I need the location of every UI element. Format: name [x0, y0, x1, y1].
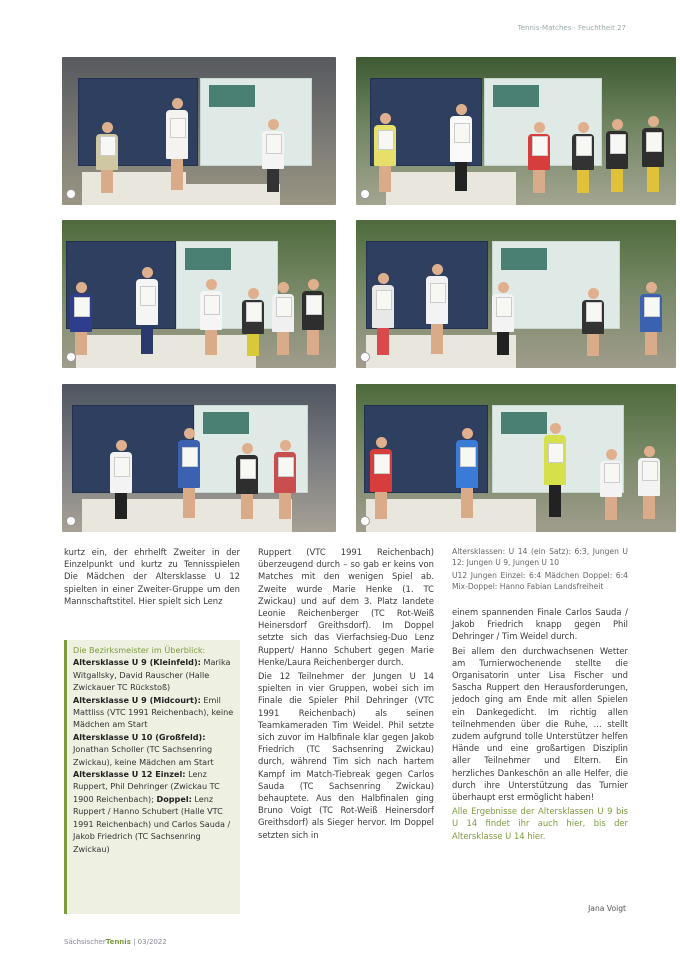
photo-6 [356, 384, 676, 532]
photo-1 [62, 57, 336, 205]
infobox-item: Altersklasse U 9 (Midcourt): Emil Mattliss (VTC 1991 Reichenbach), keine Mädchen am Start [73, 694, 234, 730]
infobox-item: Altersklasse U 9 (Kleinfeld): Marika Witgallsky, David Rauscher (Halle Zwickauer TC Rückstoß) [73, 657, 231, 693]
column-3 [452, 546, 628, 844]
photo-3 [62, 220, 336, 368]
col2-paragraph-2: Die 12 Teilnehmer der Jungen U 14 spielten in vier Gruppen, wobei sich im Finale die Spieler Phil Dehringer (VTC 1991 Reichenbach) als seinen Teamkameraden Tim Weidel. Phil setzte sich zuvor im Halbfinale klar gegen Jakob Friedrich (TC Sachsenring Zwickau) durch, während Tim sich nach hartem Kampf im Match-Tiebreak gegen Carlos Sauda (TC Sachsenring Zwickau) behauptete. Aus den Halbfinalen ging Bruno Voigt (TC Rot-Weiß Heinersdorf Greithsdorf) als Sieger hervor. Im Doppel setzten sich in [258, 671, 434, 840]
photo-4 [356, 220, 676, 368]
author-name: Jana Voigt [588, 904, 626, 913]
photo-5 [62, 384, 336, 532]
col3-paragraph-1: einem spannenden Finale Carlos Sauda / Jakob Friedrich knapp gegen Phil Dehringer / Tim Weidel durch. [452, 607, 628, 642]
score-summary-2: U12 Jungen Einzel: 6:4 Mädchen Doppel: 6:4 Mix-Doppel: Hanno Fabian Landsfreiheit [452, 571, 628, 591]
column-2 [258, 546, 434, 843]
col3-paragraph-2: Bei allem den durchwachsenen Wetter am Turnierwochenende stellte die Organisatorin unter Lisa Fischer und Sascha Ruppert den Herausforderungen, jedoch ging am Ende mit allen Spielen ein Dankegedicht. Im richtig allen teilnehmenden über die Ruhe, ... stellt zudem aufgrund tolle Unterstützer helfen Hände und eine großartigen Disziplin aller Teilnehmer und Eltern. Ein herzliches Dankeschön an alle Helfer, die durch ihre Unterstützung das Turnier überhaupt erst ermöglicht haben! [452, 645, 628, 803]
running-header: Tennis-Matches · Feuchtheit 27 [517, 24, 626, 32]
infobox-intro: Die Bezirksmeister im Überblick: [73, 645, 206, 655]
photo-2 [356, 57, 676, 205]
col2-paragraph-1: Ruppert (VTC 1991 Reichenbach) überzeugend durch – so gab er keins von Matches mit den wenigen Spiel ab. Zweite wurde Marie Henke (1. TC Zwickau) und auf dem 3. Platz landete Leonie Reichenberger (TC Rot-Weiß Heinersdorf Greithsdorf). Im Doppel setzte sich das Vierfachsieg-Duo Lenz Ruppert/ Hanno Schubert gegen Marie Henke/Laura Reichenberger durch. [258, 547, 434, 667]
infobox-item: Altersklasse U 12 Einzel: Lenz Ruppert, Phil Dehringer (Zwickau TC 1900 Reichenbach); Doppel: Lenz Ruppert / Hanno Schubert (Halle VTC 1991 Reichenbach) und Carlos Sauda / Jakob Friedrich (TC Sachsenring Zwickau) [73, 769, 231, 854]
col1-paragraph-1: kurtz ein, der ehrhelft Zweiter in der Einzelpunkt und kurtz zu Tennisspielen Die Mädchen der Altersklasse U 12 spielten in einer Zweiter-Gruppe um den Mannschaftstitel. Hier spielt sich Lenz [64, 547, 240, 606]
footer-publication: SächsischerTennis | 03/2022 [64, 938, 167, 946]
score-summary: Altersklassen: U 14 (ein Satz): 6:3, Jungen U 12: Jungen U 9, Jungen U 10 [452, 547, 628, 567]
infobox-item: Altersklasse U 10 (Großfeld): Jonathan Scholler (TC Sachsenring Zwickau), keine Mädchen am Start [73, 731, 214, 767]
results-infobox [64, 640, 240, 914]
column-1 [64, 546, 240, 609]
results-link-text[interactable]: Alle Ergebnisse der Altersklassen U 9 bis U 14 findet ihr auch hier, bis der Altersklasse U 14 hier. [452, 806, 628, 841]
